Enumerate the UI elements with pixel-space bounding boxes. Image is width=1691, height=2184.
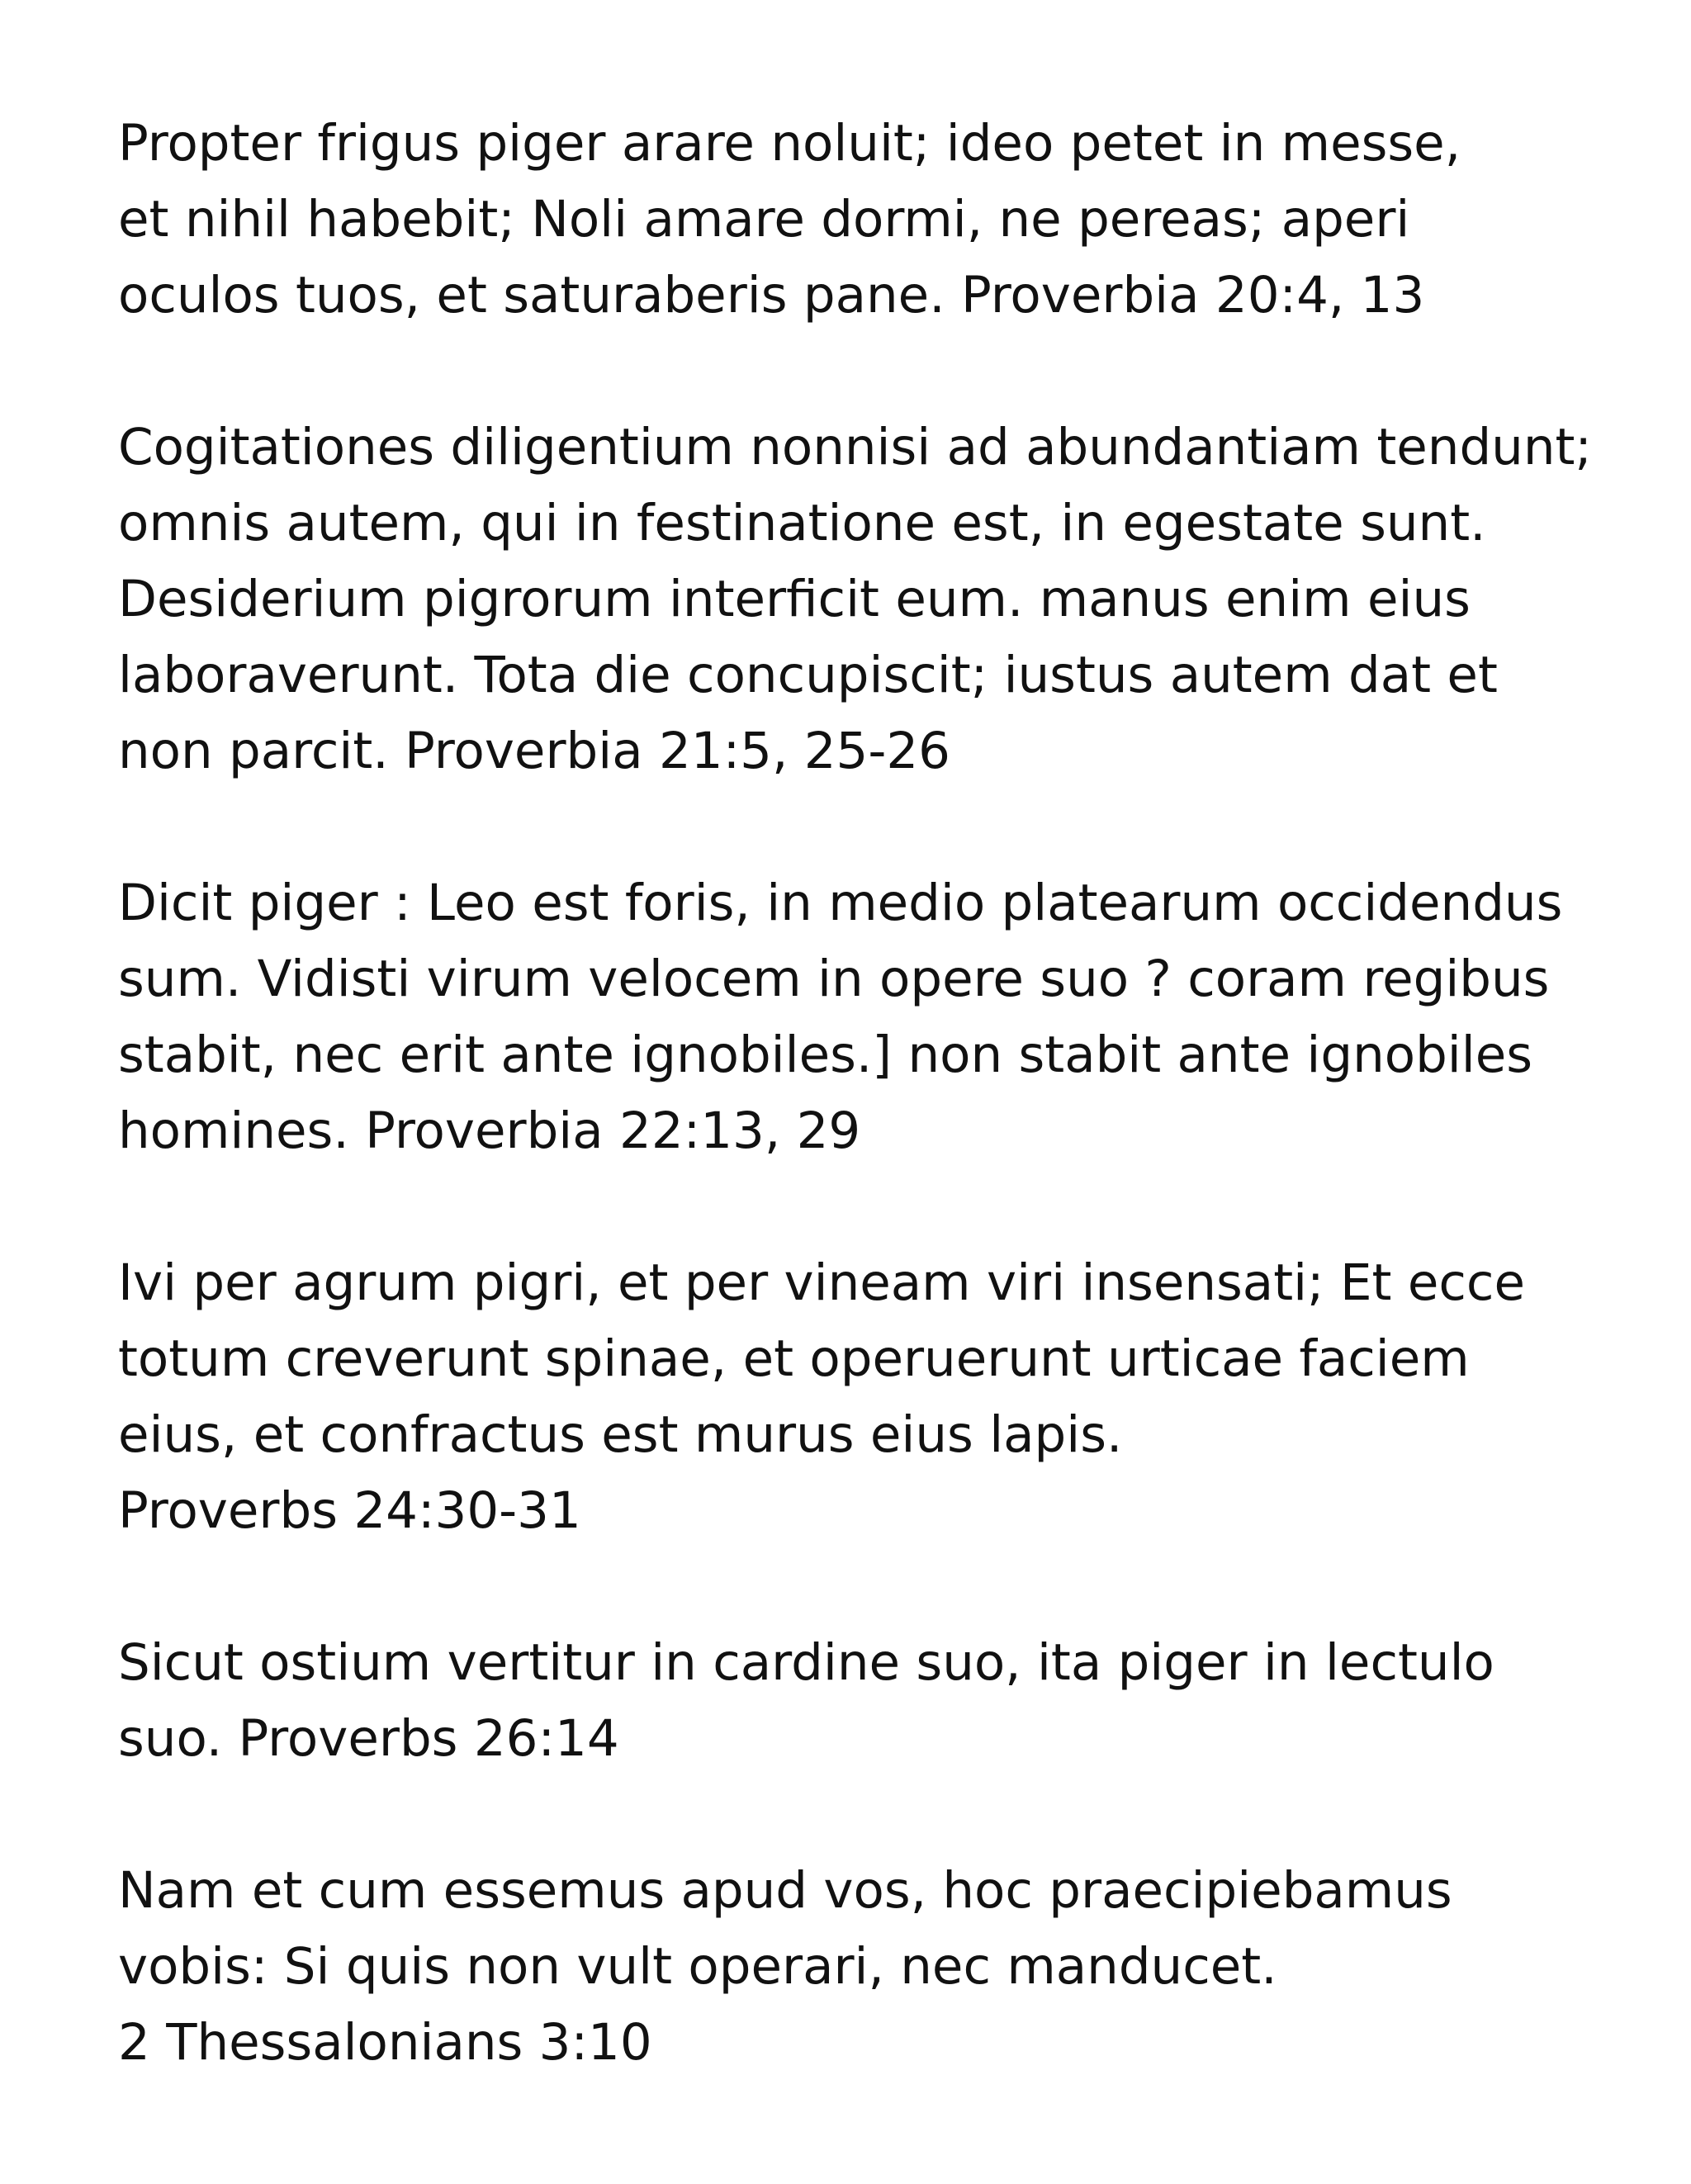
text-line: suo. Proverbs 26:14	[118, 1709, 619, 1768]
text-line: laboraverunt. Tota die concupiscit; iustus autem dat et	[118, 646, 1498, 704]
passage-proverbs-24	[118, 1245, 1654, 1549]
text-line: homines. Proverbia 22:13, 29	[118, 1101, 861, 1160]
passage-proverbs-26	[118, 1625, 1654, 1777]
text-line: et nihil habebit; Noli amare dormi, ne pereas; aperi	[118, 190, 1410, 249]
passage-proverbia-21	[118, 410, 1654, 789]
text-line: Propter frigus piger arare noluit; ideo petet in messe,	[118, 114, 1461, 173]
text-line: Cogitationes diligentium nonnisi ad abundantiam tendunt;	[118, 418, 1592, 476]
text-line: oculos tuos, et saturaberis pane. Proverbia 20:4, 13	[118, 266, 1425, 325]
document-page	[118, 106, 1654, 2157]
text-line: eius, et confractus est murus eius lapis.	[118, 1405, 1123, 1464]
text-line: Nam et cum essemus apud vos, hoc praecipiebamus	[118, 1861, 1452, 1920]
text-line: vobis: Si quis non vult operari, nec manducet.	[118, 1937, 1277, 1996]
text-line: sum. Vidisti virum velocem in opere suo ? coram regibus	[118, 950, 1550, 1008]
text-line: Proverbs 24:30-31	[118, 1481, 581, 1540]
passage-proverbia-20	[118, 106, 1654, 334]
text-line: totum creverunt spinae, et operuerunt urticae faciem	[118, 1329, 1470, 1388]
text-line: stabit, nec erit ante ignobiles.] non stabit ante ignobiles	[118, 1026, 1533, 1084]
passage-2-thessalonians-3	[118, 1853, 1654, 2081]
text-line: non parcit. Proverbia 21:5, 25-26	[118, 722, 950, 780]
text-line: 2 Thessalonians 3:10	[118, 2013, 652, 2072]
text-line: Ivi per agrum pigri, et per vineam viri insensati; Et ecce	[118, 1253, 1525, 1312]
text-line: Dicit piger : Leo est foris, in medio platearum occidendus	[118, 874, 1563, 932]
text-line: omnis autem, qui in festinatione est, in egestate sunt.	[118, 494, 1486, 552]
passage-proverbia-22	[118, 865, 1654, 1169]
text-line: Sicut ostium vertitur in cardine suo, ita piger in lectulo	[118, 1633, 1494, 1692]
text-line: Desiderium pigrorum interficit eum. manus enim eius	[118, 570, 1471, 628]
